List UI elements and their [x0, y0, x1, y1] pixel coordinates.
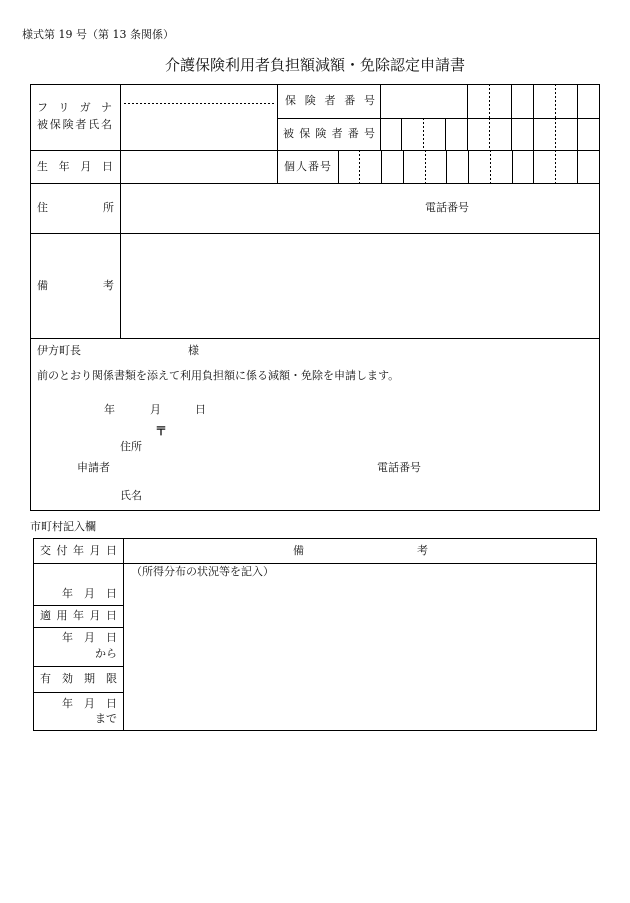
issue-date-value: 年 月 日 — [62, 587, 117, 600]
personal-number-label: 個人番号 — [284, 160, 331, 173]
remarks-label: 備 考 — [37, 279, 114, 292]
insured-number-label: 被 保 険 者 番 号 — [283, 127, 375, 140]
postal-mark: 〒 — [155, 424, 168, 438]
insured-name-field — [121, 104, 277, 150]
validity-date-value: 年 月 日 — [62, 697, 117, 710]
address-field — [121, 184, 599, 233]
form-number: 様式第 19 号（第 13 条関係） — [22, 28, 174, 41]
insured-number-boxes — [381, 119, 599, 150]
insured-name-label: 被保険者氏名 — [37, 118, 112, 131]
birth-date-field — [121, 151, 277, 183]
municipal-remarks-note: （所得分布の状況等を記入） — [131, 565, 274, 578]
application-statement: 前のとおり関係書類を添えて利用負担額に係る減額・免除を申請します。 — [37, 369, 400, 382]
municipal-section-heading: 市町村記入欄 — [30, 520, 96, 533]
birth-date-label: 生 年 月 日 — [37, 160, 113, 173]
applicant-name-label: 氏名 — [120, 489, 142, 502]
effective-date-value: 年 月 日 — [62, 631, 117, 644]
addressee: 伊方町長 — [37, 344, 81, 357]
municipal-remarks-field — [124, 564, 596, 730]
date-year-label: 年 — [104, 403, 115, 416]
applicant-address-label: 住所 — [120, 440, 142, 453]
date-month-label: 月 — [150, 403, 161, 416]
issue-date-label: 交 付 年 月 日 — [40, 544, 117, 557]
municipal-remarks-header: 備 考 — [293, 544, 428, 557]
effective-date-label: 適 用 年 月 日 — [40, 609, 117, 622]
insurer-number-label: 保 険 者 番 号 — [285, 94, 375, 107]
address-label: 住 所 — [37, 201, 114, 214]
honorific: 様 — [188, 344, 199, 357]
personal-number-boxes — [339, 151, 599, 183]
remarks-field — [121, 234, 599, 338]
furigana-label: フ リ ガ ナ — [37, 101, 112, 114]
date-day-label: 日 — [195, 403, 206, 416]
applicant-label: 申請者 — [77, 461, 110, 474]
from-label: から — [95, 647, 117, 660]
insurer-number-boxes — [468, 85, 599, 118]
furigana-field — [121, 85, 277, 103]
page-title: 介護保険利用者負担額減額・免除認定申請書 — [164, 56, 465, 74]
phone-label: 電話番号 — [425, 201, 469, 214]
applicant-phone-label: 電話番号 — [377, 461, 421, 474]
validity-label: 有 効 期 限 — [40, 672, 117, 685]
until-label: まで — [95, 712, 117, 725]
